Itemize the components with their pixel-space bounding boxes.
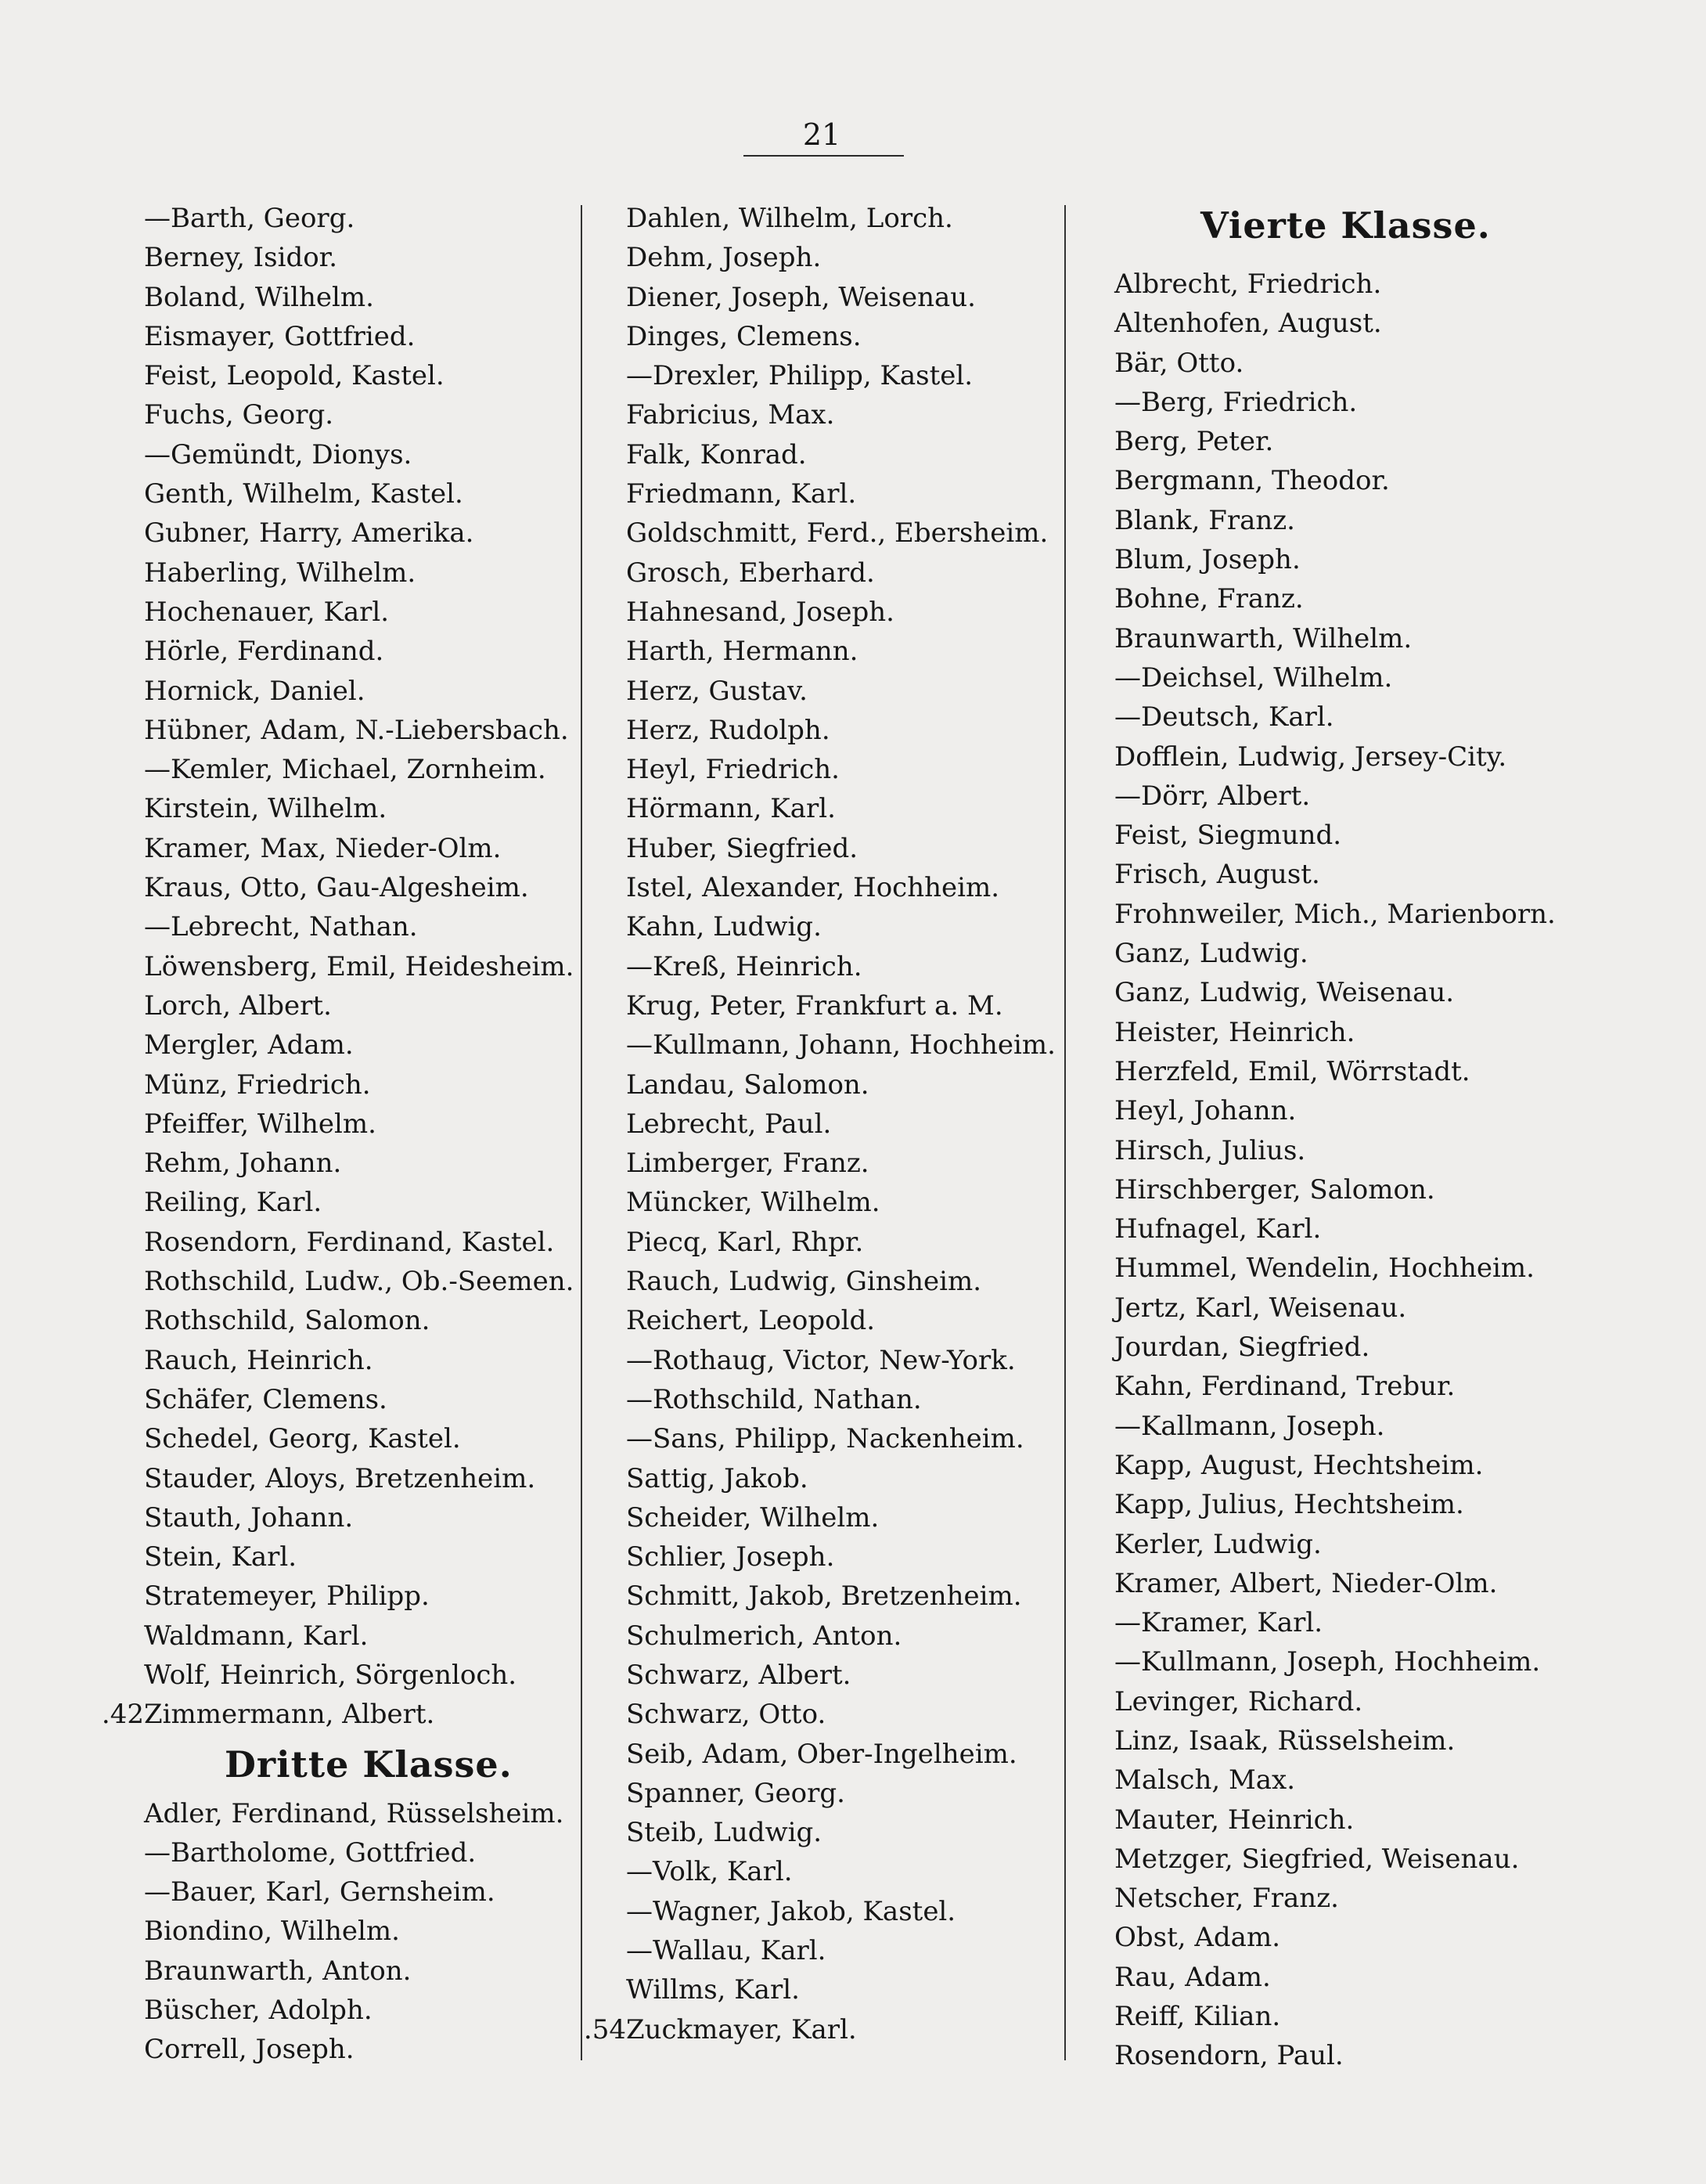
- name-entry: Piecq, Karl, Rhpr.: [626, 1226, 864, 1258]
- name-entry: Sattig, Jakob.: [626, 1462, 808, 1494]
- name-entry: —Kreß, Heinrich.: [626, 950, 862, 982]
- name-entry: —Wagner, Jakob, Kastel.: [626, 1895, 956, 1927]
- name-entry: Stein, Karl.: [144, 1541, 297, 1573]
- name-entry: Landau, Salomon.: [626, 1069, 869, 1101]
- name-entry: Frisch, August.: [1114, 859, 1320, 891]
- name-entry: Jertz, Karl, Weisenau.: [1114, 1292, 1407, 1324]
- name-entry: Hörmann, Karl.: [626, 793, 836, 825]
- name-entry: Kahn, Ferdinand, Trebur.: [1114, 1371, 1456, 1403]
- name-entry: Waldmann, Karl.: [144, 1620, 369, 1652]
- name-entry: Stratemeyer, Philipp.: [144, 1580, 430, 1613]
- name-entry: Jourdan, Siegfried.: [1114, 1332, 1370, 1364]
- name-entry: Rauch, Heinrich.: [144, 1344, 373, 1376]
- name-entry: Dofflein, Ludwig, Jersey-City.: [1114, 741, 1507, 773]
- name-entry: Schwarz, Albert.: [626, 1659, 851, 1691]
- name-entry: Rothschild, Salomon.: [144, 1305, 430, 1337]
- name-entry: Huber, Siegfried.: [626, 832, 858, 864]
- name-entry: Dinges, Clemens.: [626, 320, 862, 352]
- name-entry: Eismayer, Gottfried.: [144, 320, 416, 352]
- name-entry: Bohne, Franz.: [1114, 583, 1304, 615]
- name-entry: Netscher, Franz.: [1114, 1883, 1339, 1915]
- name-entry: Reiling, Karl.: [144, 1187, 322, 1219]
- name-entry: Lorch, Albert.: [144, 989, 332, 1022]
- name-entry: Müncker, Wilhelm.: [626, 1187, 880, 1219]
- name-entry: —Kallmann, Joseph.: [1114, 1410, 1385, 1442]
- name-entry: Kraus, Otto, Gau-Algesheim.: [144, 872, 529, 904]
- name-entry: —Kramer, Karl.: [1114, 1607, 1323, 1639]
- name-entry: Heyl, Friedrich.: [626, 754, 840, 786]
- name-entry: Hummel, Wendelin, Hochheim.: [1114, 1252, 1535, 1285]
- section-heading-vierte-klasse: Vierte Klasse.: [1200, 204, 1491, 247]
- name-entry: —Dörr, Albert.: [1114, 780, 1311, 812]
- name-entry: Albrecht, Friedrich.: [1114, 268, 1382, 300]
- name-entry: Rauch, Ludwig, Ginsheim.: [626, 1266, 982, 1298]
- page-number-rule: [743, 155, 904, 157]
- name-entry: Ganz, Ludwig, Weisenau.: [1114, 977, 1455, 1009]
- name-entry: Blum, Joseph.: [1114, 544, 1301, 576]
- name-entry: Steib, Ludwig.: [626, 1817, 822, 1849]
- name-entry: —Kullmann, Joseph, Hochheim.: [1114, 1646, 1541, 1678]
- name-entry: Ganz, Ludwig.: [1114, 938, 1308, 970]
- name-entry: Braunwarth, Anton.: [144, 1955, 412, 1987]
- name-entry: Dahlen, Wilhelm, Lorch.: [626, 203, 953, 234]
- name-entry: Hahnesand, Joseph.: [626, 596, 894, 628]
- name-entry: Kapp, Julius, Hechtsheim.: [1114, 1489, 1464, 1521]
- name-entry: Harth, Hermann.: [626, 636, 858, 668]
- name-entry: Herz, Gustav.: [626, 675, 808, 707]
- name-entry: Genth, Wilhelm, Kastel.: [144, 478, 463, 510]
- name-entry: Kirstein, Wilhelm.: [144, 793, 387, 825]
- name-entry: Feist, Leopold, Kastel.: [144, 360, 444, 392]
- name-entry: Altenhofen, August.: [1114, 308, 1382, 340]
- column-1-entries: [144, 199, 574, 1695]
- name-entry: —Berg, Friedrich.: [1114, 386, 1358, 418]
- name-entry: —Kemler, Michael, Zornheim.: [144, 754, 546, 786]
- name-entry: Kapp, August, Hechtsheim.: [1114, 1449, 1484, 1481]
- name-entry: Blank, Franz.: [1114, 504, 1295, 536]
- name-entry: Haberling, Wilhelm.: [144, 557, 416, 589]
- column-divider-2: [1064, 205, 1066, 2060]
- column-2-last-name: Zuckmayer, Karl.: [626, 2013, 857, 2045]
- name-entry: Feist, Siegmund.: [1114, 820, 1342, 852]
- name-entry: Schäfer, Clemens.: [144, 1383, 387, 1415]
- section-heading-dritte-klasse: Dritte Klasse.: [225, 1743, 513, 1786]
- name-entry: —Kullmann, Johann, Hochheim.: [626, 1029, 1056, 1061]
- name-entry: Diener, Joseph, Weisenau.: [626, 281, 976, 313]
- name-entry: Herz, Rudolph.: [626, 714, 830, 746]
- column-2-last-entry: 54. Zuckmayer, Karl.: [626, 2010, 1056, 2049]
- name-entry: Heyl, Johann.: [1114, 1095, 1297, 1127]
- name-entry: Löwensberg, Emil, Heidesheim.: [144, 950, 574, 982]
- column-2: [583, 199, 1056, 2049]
- name-entry: Reiff, Kilian.: [1114, 2001, 1281, 2033]
- name-entry: —Wallau, Karl.: [626, 1935, 826, 1967]
- name-entry: —Drexler, Philipp, Kastel.: [626, 360, 974, 392]
- name-entry: —Sans, Philipp, Nackenheim.: [626, 1423, 1024, 1455]
- name-entry: —Bauer, Karl, Gernsheim.: [144, 1876, 495, 1908]
- name-entry: Istel, Alexander, Hochheim.: [626, 872, 1000, 904]
- name-entry: Schwarz, Otto.: [626, 1699, 826, 1731]
- name-entry: Bär, Otto.: [1114, 347, 1244, 379]
- name-entry: Kerler, Ludwig.: [1114, 1528, 1322, 1560]
- name-entry: Biondino, Wilhelm.: [144, 1916, 400, 1948]
- name-entry: Kramer, Albert, Nieder-Olm.: [1114, 1567, 1498, 1599]
- name-entry: Kramer, Max, Nieder-Olm.: [144, 832, 502, 864]
- name-entry: Rothschild, Ludw., Ob.-Seemen.: [144, 1266, 574, 1298]
- name-entry: Falk, Konrad.: [626, 438, 807, 470]
- name-entry: Bergmann, Theodor.: [1114, 465, 1390, 497]
- name-entry: —Gemündt, Dionys.: [144, 438, 412, 470]
- name-entry: —Volk, Karl.: [626, 1856, 793, 1888]
- name-entry: Obst, Adam.: [1114, 1922, 1281, 1954]
- column-1-last-entry: 42. Zimmermann, Albert.: [144, 1695, 574, 1734]
- name-entry: Scheider, Wilhelm.: [626, 1501, 880, 1533]
- name-entry: Wolf, Heinrich, Sörgenloch.: [144, 1659, 517, 1691]
- name-entry: Hirschberger, Salomon.: [1114, 1173, 1435, 1206]
- name-entry: Fuchs, Georg.: [144, 399, 334, 431]
- name-entry: —Rothschild, Nathan.: [626, 1383, 922, 1415]
- name-entry: Fabricius, Max.: [626, 399, 835, 431]
- name-entry: —Bartholome, Gottfried.: [144, 1836, 477, 1869]
- name-entry: Mergler, Adam.: [144, 1029, 354, 1061]
- name-entry: Metzger, Siegfried, Weisenau.: [1114, 1843, 1520, 1875]
- name-entry: Kahn, Ludwig.: [626, 911, 822, 943]
- page-number: 21: [802, 117, 841, 152]
- name-entry: Krug, Peter, Frankfurt a. M.: [626, 989, 1003, 1022]
- name-entry: Hochenauer, Karl.: [144, 596, 390, 628]
- name-entry: Seib, Adam, Ober-Ingelheim.: [626, 1738, 1017, 1770]
- name-entry: Berney, Isidor.: [144, 242, 337, 274]
- name-entry: Spanner, Georg.: [626, 1777, 845, 1809]
- name-entry: Stauder, Aloys, Bretzenheim.: [144, 1462, 536, 1494]
- name-entry: Rau, Adam.: [1114, 1961, 1271, 1993]
- name-entry: Stauth, Johann.: [144, 1501, 354, 1533]
- name-entry: Hufnagel, Karl.: [1114, 1213, 1322, 1245]
- name-entry: Frohnweiler, Mich., Marienborn.: [1114, 898, 1556, 930]
- name-entry: Hirsch, Julius.: [1114, 1134, 1306, 1166]
- name-entry: Mauter, Heinrich.: [1114, 1804, 1355, 1836]
- name-entry: Reichert, Leopold.: [626, 1305, 876, 1337]
- column-3-entries: [1114, 265, 1556, 2076]
- name-entry: Grosch, Eberhard.: [626, 557, 875, 589]
- name-entry: Herzfeld, Emil, Wörrstadt.: [1114, 1055, 1470, 1087]
- name-entry: Rosendorn, Ferdinand, Kastel.: [144, 1226, 555, 1258]
- column-divider-1: [581, 205, 582, 2060]
- name-entry: Correll, Joseph.: [144, 2034, 355, 2066]
- name-entry: Schlier, Joseph.: [626, 1541, 835, 1573]
- column-1: [101, 199, 574, 2070]
- name-entry: Münz, Friedrich.: [144, 1069, 371, 1101]
- name-entry: Levinger, Richard.: [1114, 1685, 1363, 1717]
- name-entry: —Barth, Georg.: [144, 203, 355, 234]
- name-entry: —Rothaug, Victor, New-York.: [626, 1344, 1016, 1376]
- name-entry: Malsch, Max.: [1114, 1764, 1296, 1797]
- name-entry: —Lebrecht, Nathan.: [144, 911, 418, 943]
- name-entry: Lebrecht, Paul.: [626, 1108, 832, 1140]
- name-entry: Pfeiffer, Wilhelm.: [144, 1108, 376, 1140]
- name-entry: Braunwarth, Wilhelm.: [1114, 622, 1413, 654]
- name-entry: —Deutsch, Karl.: [1114, 701, 1334, 733]
- name-entry: Linz, Isaak, Rüsselsheim.: [1114, 1724, 1456, 1757]
- name-entry: Hörle, Ferdinand.: [144, 636, 384, 668]
- name-entry: Gubner, Harry, Amerika.: [144, 517, 474, 550]
- column-3: [1114, 199, 1556, 2076]
- name-entry: Dehm, Joseph.: [626, 242, 822, 274]
- column-2-entries: [626, 199, 1056, 2010]
- name-entry: Rehm, Johann.: [144, 1148, 342, 1180]
- name-entry: Boland, Wilhelm.: [144, 281, 374, 313]
- name-entry: Friedmann, Karl.: [626, 478, 857, 510]
- name-entry: —Deichsel, Wilhelm.: [1114, 661, 1393, 694]
- name-entry: Adler, Ferdinand, Rüsselsheim.: [144, 1797, 564, 1829]
- name-entry: Berg, Peter.: [1114, 426, 1274, 458]
- column-1-after-heading-entries: [144, 1794, 574, 2070]
- name-entry: Schulmerich, Anton.: [626, 1620, 902, 1652]
- name-entry: Büscher, Adolph.: [144, 1995, 373, 2027]
- name-entry: Hübner, Adam, N.-Liebersbach.: [144, 714, 569, 746]
- column-1-last-name: Zimmermann, Albert.: [144, 1699, 435, 1731]
- name-entry: Goldschmitt, Ferd., Ebersheim.: [626, 517, 1049, 550]
- name-entry: Heister, Heinrich.: [1114, 1016, 1355, 1048]
- name-entry: Schmitt, Jakob, Bretzenheim.: [626, 1580, 1022, 1613]
- name-entry: Schedel, Georg, Kastel.: [144, 1423, 461, 1455]
- name-entry: Hornick, Daniel.: [144, 675, 365, 707]
- name-entry: Willms, Karl.: [626, 1974, 800, 2006]
- name-entry: Rosendorn, Paul.: [1114, 2040, 1344, 2072]
- name-entry: Limberger, Franz.: [626, 1148, 869, 1180]
